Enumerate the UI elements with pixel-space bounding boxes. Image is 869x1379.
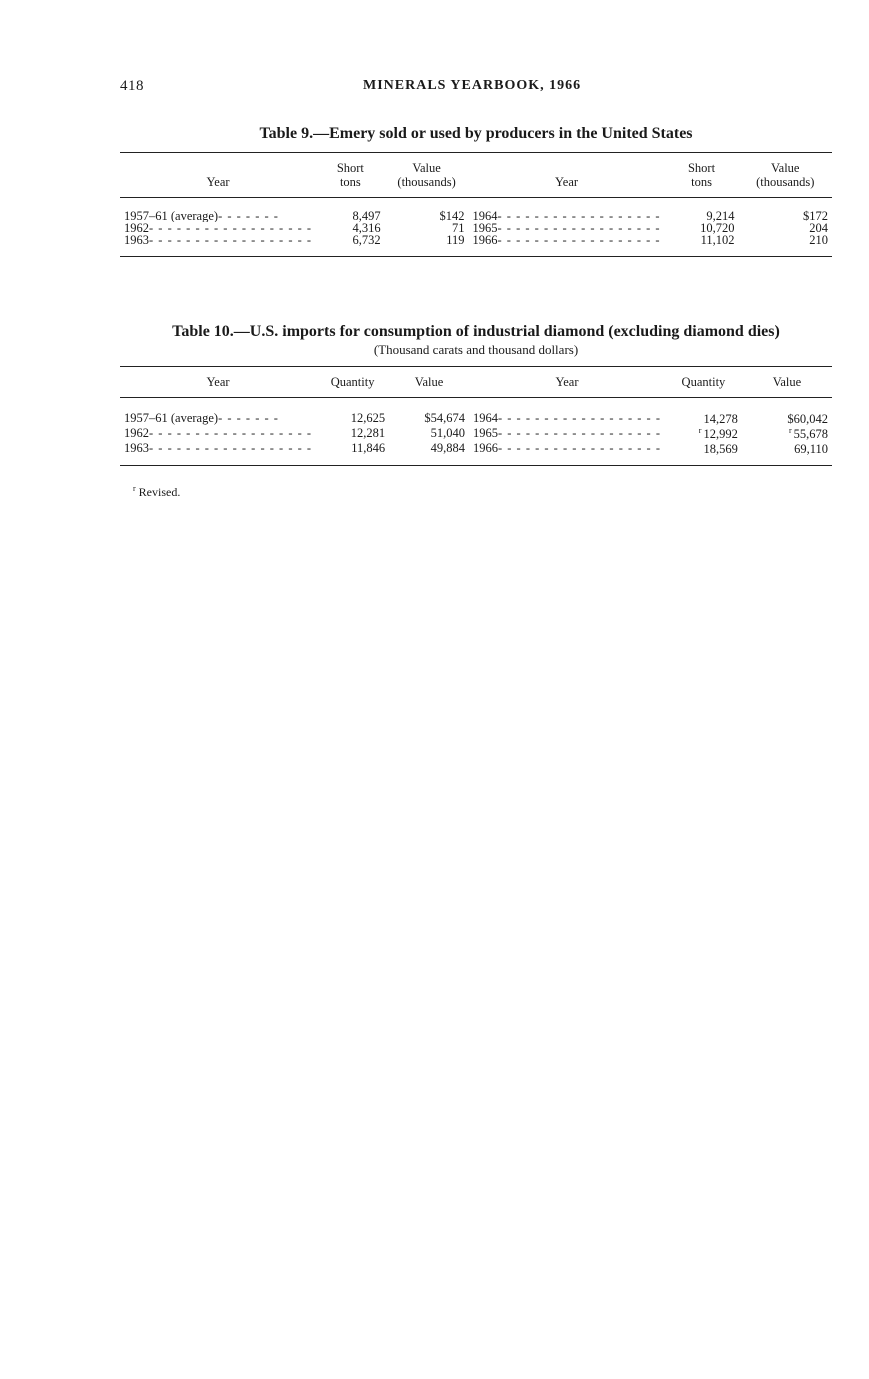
quantity-cell: 11,846: [316, 440, 389, 466]
quantity-cell: 18,569: [665, 440, 742, 466]
value-cell: 210: [738, 234, 832, 257]
value-cell: $142: [439, 209, 465, 223]
col-header-year: Year: [469, 367, 665, 398]
table-9-title: Table 9.—Emery sold or used by producers in the United States: [259, 125, 693, 142]
value-cell: 51,040: [430, 425, 465, 440]
table-row: [120, 440, 832, 466]
value-cell: 49,884: [389, 440, 469, 466]
year-cell: 1962- - - - - - - - - - - - - - - - - -: [124, 222, 313, 234]
col-header-short-tons: Short tons: [316, 153, 385, 198]
value-cell: 71: [452, 221, 465, 235]
table-9: [120, 124, 832, 257]
col-header-quantity: Quantity: [665, 367, 742, 398]
year-cell: 1962- - - - - - - - - - - - - - - - - -: [124, 425, 313, 440]
col-header-value: Value: [389, 367, 469, 398]
year-cell: 1965- - - - - - - - - - - - - - - - - -: [472, 425, 662, 440]
table-row: [120, 425, 832, 440]
col-header-value: Value (thousands): [738, 153, 832, 198]
col-header-quantity: Quantity: [316, 367, 389, 398]
page-header: [120, 78, 832, 98]
table-10-title: Table 10.—U.S. imports for consumption of industrial diamond (excluding diamond dies): [172, 323, 780, 340]
table-10-grid: [120, 366, 832, 466]
table-10-subtitle: (Thousand carats and thousand dollars): [373, 342, 579, 357]
value-cell: $54,674: [424, 410, 465, 425]
tons-cell: 9,214: [706, 209, 735, 223]
value-cell: $60,042: [787, 412, 828, 427]
value-cell: 119: [385, 234, 469, 257]
col-header-value: Value (thousands): [385, 153, 469, 198]
col-header-year: Year: [469, 153, 665, 198]
quantity-cell: $^r$ 12,992: [698, 426, 738, 442]
table-row: [120, 234, 832, 257]
col-header-value: Value: [742, 367, 832, 398]
footnote-text: Revised.: [138, 485, 181, 499]
year-cell: 1965- - - - - - - - - - - - - - - - - -: [472, 222, 661, 234]
tons-cell: 10,720: [700, 221, 735, 235]
table-9-header-row: [120, 153, 832, 198]
quantity-cell: 12,281: [350, 425, 386, 440]
year-cell: 1957–61 (average)- - - - - - -: [124, 410, 279, 425]
year-cell: 1963- - - - - - - - - - - - - - - - - -: [120, 234, 316, 257]
value-cell: 204: [809, 221, 828, 235]
tons-cell: 6,732: [316, 234, 385, 257]
tons-cell: 8,497: [352, 209, 381, 223]
table-10: [120, 322, 832, 466]
table-9-grid: [120, 152, 832, 257]
quantity-cell: 14,278: [703, 412, 738, 427]
year-cell: 1966- - - - - - - - - - - - - - - - - -: [469, 234, 665, 257]
year-cell: 1964- - - - - - - - - - - - - - - - - -: [472, 209, 661, 222]
value-cell: $172: [803, 209, 828, 223]
year-cell: 1964- - - - - - - - - - - - - - - - - -: [472, 410, 662, 425]
footnote-mark: r: [133, 484, 136, 493]
page-number: 418: [120, 78, 144, 94]
year-cell: 1957–61 (average)- - - - - - -: [124, 209, 279, 222]
col-header-short-tons: Short tons: [665, 153, 739, 198]
table-row: [120, 198, 832, 223]
tons-cell: 11,102: [665, 234, 739, 257]
revised-mark: r: [698, 426, 702, 436]
footnote: [133, 484, 180, 500]
quantity-cell: 12,625: [350, 410, 386, 425]
revised-mark: r: [788, 426, 792, 436]
table-row: [120, 398, 832, 426]
running-head: MINERALS YEARBOOK, 1966: [363, 78, 582, 93]
tons-cell: 4,316: [352, 221, 381, 235]
value-cell: $^r$ 55,678: [788, 426, 828, 442]
year-cell: 1966- - - - - - - - - - - - - - - - - -: [469, 440, 665, 466]
col-header-year: Year: [120, 367, 316, 398]
col-header-year: Year: [120, 153, 316, 198]
year-cell: 1963- - - - - - - - - - - - - - - - - -: [120, 440, 316, 466]
value-cell: 69,110: [742, 440, 832, 466]
table-10-header-row: [120, 367, 832, 398]
